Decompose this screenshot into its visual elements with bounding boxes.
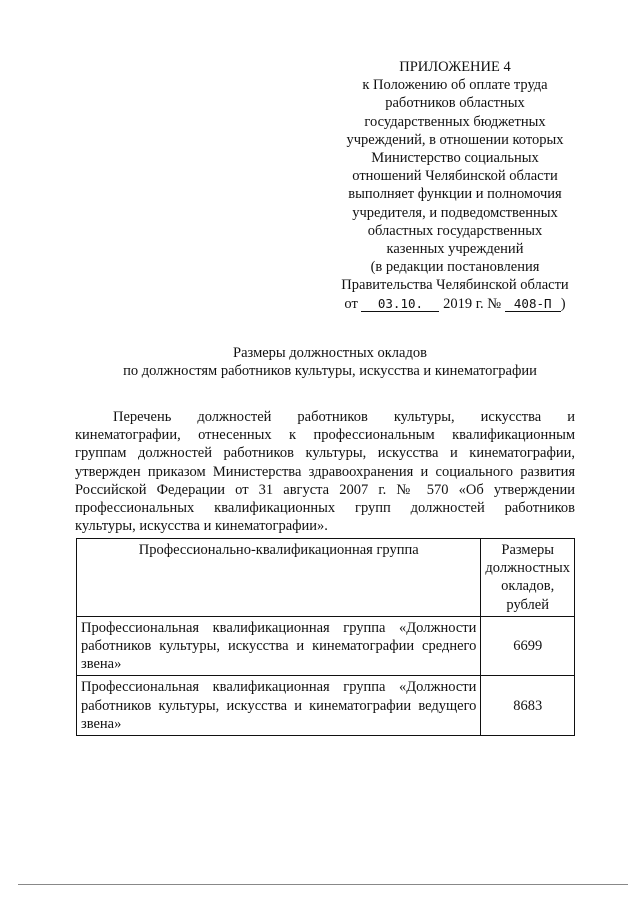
intro-paragraph (75, 408, 575, 535)
appendix-line: ПРИЛОЖЕНИЕ 4 (399, 59, 511, 75)
appendix-line: к Положению об оплате труда (362, 77, 548, 94)
appendix-line: Правительства Челябинской области (341, 277, 569, 294)
table-row (77, 616, 575, 676)
header-amount-line: должностных (485, 560, 570, 577)
year-text: 2019 г. № (443, 295, 502, 312)
appendix-line: отношений Челябинской области (352, 168, 558, 185)
appendix-header (330, 58, 580, 313)
resolution-date: 03.10. (361, 296, 439, 312)
header-amount-line: Размеры (501, 542, 555, 558)
header-amount-cell (481, 539, 575, 617)
paragraph-line: профессиональных квалификационных групп должностей работников (75, 500, 575, 517)
appendix-line: учреждений, в отношении которых (346, 131, 564, 148)
table-row (77, 676, 575, 736)
group-cell: Профессиональная квалификационная группа «Должности работников культуры, искусства и кинематографии среднего звена» (77, 616, 481, 676)
paragraph-line: группам должностей работников культуры, искусства и кинематографии, (75, 445, 575, 462)
paragraph-line: утвержден приказом Министерства здравоохранения и социального развития (75, 463, 575, 480)
table-header-row (77, 539, 575, 617)
header-amount-line: рублей (506, 596, 549, 613)
document-title: Размеры должностных окладов (233, 345, 427, 361)
header-amount-line: окладов, (501, 578, 555, 595)
resolution-date-line (330, 295, 580, 313)
appendix-line: выполняет функции и полномочия (348, 186, 562, 203)
closing-paren: ) (560, 295, 566, 312)
paragraph-line: культуры, искусства и кинематографии». (75, 518, 328, 535)
footer-rule (18, 884, 628, 885)
paragraph-line: Перечень должностей работников культуры, искусства и (113, 409, 575, 425)
appendix-line: областных государственных (367, 222, 543, 239)
group-cell: Профессиональная квалификационная группа «Должности работников культуры, искусства и кинематографии ведущего звена» (77, 676, 481, 736)
amount-cell: 8683 (481, 676, 575, 736)
paragraph-line: кинематографии, отнесенных к профессиональным квалификационным (75, 427, 575, 444)
resolution-number: 408-П (505, 296, 561, 312)
appendix-line: государственных бюджетных (364, 113, 546, 130)
appendix-line: учредителя, и подведомственных (352, 204, 558, 221)
salary-table (76, 538, 575, 736)
date-prefix: от (344, 295, 358, 312)
appendix-line: (в редакции постановления (370, 259, 540, 276)
header-group-cell: Профессионально-квалификационная группа (77, 539, 481, 617)
appendix-line: Министерство социальных (371, 150, 539, 167)
appendix-line: работников областных (385, 95, 525, 112)
document-subtitle: по должностям работников культуры, искусства и кинематографии (123, 363, 537, 379)
appendix-line: казенных учреждений (386, 241, 524, 258)
paragraph-line: Российской Федерации от 31 августа 2007 г. № 570 «Об утверждении (75, 481, 575, 498)
amount-cell: 6699 (481, 616, 575, 676)
